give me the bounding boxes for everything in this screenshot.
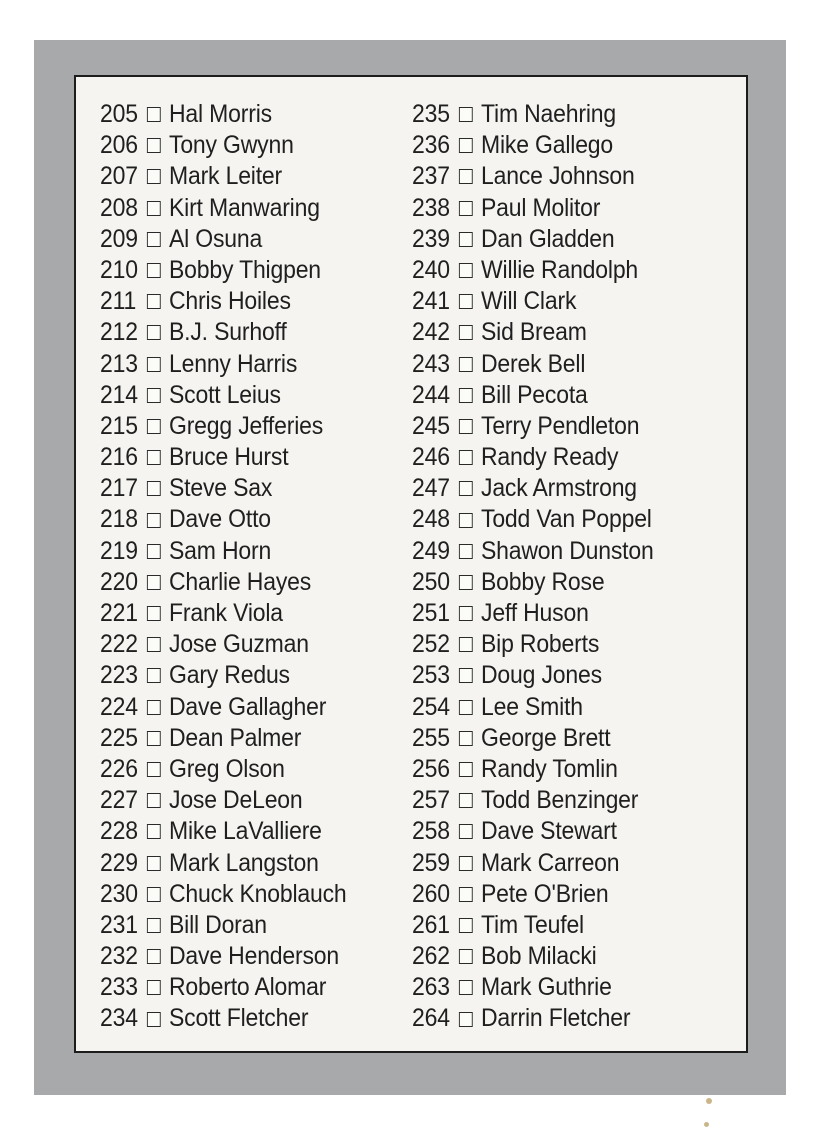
checklist-row	[412, 255, 654, 286]
checklist-row	[100, 629, 347, 660]
player-name: Darrin Fletcher	[481, 1004, 631, 1033]
card-number: 257	[412, 786, 450, 815]
player-name: Jeff Huson	[481, 599, 589, 627]
checklist-row	[412, 816, 654, 847]
checklist-row	[100, 598, 347, 629]
checklist-row	[100, 286, 347, 317]
player-name: Chris Hoiles	[169, 287, 291, 316]
checklist-row	[412, 598, 654, 629]
card-number: 242	[412, 318, 450, 347]
checkbox[interactable]	[147, 201, 161, 216]
card-number: 259	[412, 848, 450, 877]
card-number: 224	[100, 692, 138, 721]
checklist-row	[412, 286, 654, 317]
player-name: Bobby Thigpen	[169, 255, 321, 284]
checklist-row	[100, 473, 347, 504]
card-number: 214	[100, 380, 138, 409]
card-number: 241	[412, 287, 450, 316]
checklist-row	[100, 99, 347, 130]
checkbox[interactable]	[459, 107, 473, 122]
card-number: 222	[100, 630, 138, 659]
checkbox[interactable]	[147, 388, 161, 403]
checkbox[interactable]	[459, 450, 473, 465]
checkbox[interactable]	[147, 606, 161, 621]
card-number: 228	[100, 817, 138, 846]
checkbox[interactable]	[459, 575, 473, 590]
checklist-row	[100, 504, 347, 535]
card-number: 210	[100, 255, 138, 284]
checkbox[interactable]	[147, 1012, 161, 1027]
checklist-row	[100, 161, 347, 192]
checklist-row	[412, 660, 654, 691]
player-name: Dave Henderson	[169, 942, 340, 971]
checkbox[interactable]	[459, 949, 473, 964]
card-number: 229	[100, 848, 138, 877]
player-name: Todd Van Poppel	[481, 505, 652, 534]
player-name: Gregg Jefferies	[169, 411, 324, 440]
checklist-row	[100, 224, 347, 255]
checkbox[interactable]	[147, 668, 161, 683]
checklist-row	[100, 1003, 347, 1034]
card-number: 206	[100, 131, 138, 160]
card-number: 216	[100, 443, 138, 472]
checkbox[interactable]	[147, 263, 161, 278]
checkbox[interactable]	[147, 637, 161, 652]
card-number: 205	[100, 100, 138, 128]
checkbox[interactable]	[147, 294, 161, 309]
card-number: 226	[100, 754, 138, 783]
checkbox[interactable]	[147, 169, 161, 184]
checklist-row	[412, 161, 654, 192]
card-number: 213	[100, 349, 138, 378]
checklist-row	[100, 536, 347, 567]
checkbox[interactable]	[147, 949, 161, 964]
player-name: Bill Pecota	[481, 380, 588, 409]
card-number: 264	[412, 1004, 450, 1033]
card-number: 249	[412, 536, 450, 565]
checkbox[interactable]	[147, 419, 161, 434]
card-number: 218	[100, 505, 138, 534]
card-number: 217	[100, 474, 138, 503]
checklist-row	[412, 473, 654, 504]
checklist-row	[412, 785, 654, 816]
player-name: Dave Gallagher	[169, 692, 327, 721]
player-name: Randy Tomlin	[481, 754, 618, 783]
checklist-row	[100, 910, 347, 941]
checklist-row	[412, 193, 654, 224]
card-number: 211	[100, 287, 137, 316]
checkbox[interactable]	[147, 762, 161, 777]
player-name: Jose DeLeon	[169, 786, 303, 815]
card-number: 243	[412, 349, 450, 378]
card-number: 232	[100, 942, 138, 971]
checkbox[interactable]	[459, 824, 473, 839]
checkbox[interactable]	[147, 731, 161, 746]
card-number: 220	[100, 567, 138, 596]
checkbox[interactable]	[147, 918, 161, 933]
checklist-row	[100, 193, 347, 224]
checkbox[interactable]	[147, 544, 161, 559]
checkbox[interactable]	[147, 481, 161, 496]
checklist-row	[100, 972, 347, 1003]
card-number: 215	[100, 411, 138, 440]
checklist-row	[412, 442, 654, 473]
card-number: 260	[412, 879, 450, 908]
player-name: Kirt Manwaring	[169, 193, 320, 222]
checkbox[interactable]	[147, 138, 161, 153]
card-number: 261	[412, 910, 450, 939]
card-number: 225	[100, 723, 138, 752]
checklist-row	[100, 255, 347, 286]
player-name: Sid Bream	[481, 318, 587, 347]
checklist-row	[100, 754, 347, 785]
checkbox[interactable]	[459, 357, 473, 372]
player-name: Mark Leiter	[169, 162, 283, 191]
checkbox[interactable]	[459, 700, 473, 715]
player-name: Dean Palmer	[169, 723, 302, 752]
checklist-row	[412, 941, 654, 972]
card-number: 252	[412, 630, 450, 659]
player-name: Bruce Hurst	[169, 443, 289, 472]
card-number: 246	[412, 443, 450, 472]
checklist-row	[412, 567, 654, 598]
player-name: Tim Teufel	[481, 910, 584, 939]
player-name: Pete O'Brien	[481, 879, 609, 908]
player-name: Dan Gladden	[481, 224, 615, 253]
checkbox[interactable]	[147, 887, 161, 902]
player-name: Bill Doran	[169, 910, 267, 939]
player-name: Dave Stewart	[481, 817, 617, 846]
checkbox[interactable]	[147, 232, 161, 247]
card-number: 253	[412, 661, 450, 690]
player-name: Mike LaValliere	[169, 817, 322, 846]
card-number: 240	[412, 255, 450, 284]
player-name: Lee Smith	[481, 692, 583, 721]
checkbox[interactable]	[459, 513, 473, 528]
checklist-row	[412, 1003, 654, 1034]
player-name: Tony Gwynn	[169, 131, 294, 160]
checklist-card	[34, 40, 786, 1095]
card-number: 263	[412, 973, 450, 1002]
checklist-panel	[74, 75, 748, 1053]
checklist-row	[100, 816, 347, 847]
checklist-row	[412, 504, 654, 535]
checkbox[interactable]	[459, 606, 473, 621]
card-number: 231	[100, 910, 138, 939]
checkbox[interactable]	[147, 450, 161, 465]
player-name: Shawon Dunston	[481, 536, 654, 565]
player-name: Greg Olson	[169, 754, 285, 783]
checkbox[interactable]	[147, 793, 161, 808]
card-number: 208	[100, 193, 138, 222]
checklist-row	[100, 723, 347, 754]
checkbox[interactable]	[459, 138, 473, 153]
player-name: Bip Roberts	[481, 630, 600, 659]
checkbox[interactable]	[459, 481, 473, 496]
checkbox[interactable]	[147, 325, 161, 340]
player-name: Dave Otto	[169, 505, 271, 534]
checklist-row	[412, 692, 654, 723]
checkbox[interactable]	[147, 575, 161, 590]
player-name: Sam Horn	[169, 536, 272, 565]
player-name: Mark Carreon	[481, 848, 620, 877]
card-number: 209	[100, 224, 138, 253]
checkbox[interactable]	[459, 637, 473, 652]
card-number: 234	[100, 1004, 138, 1033]
player-name: Charlie Hayes	[169, 567, 312, 596]
player-name: Will Clark	[481, 287, 577, 316]
checklist-left-column	[100, 99, 368, 1035]
card-number: 227	[100, 786, 138, 815]
checkbox[interactable]	[459, 980, 473, 995]
checklist-row	[100, 411, 347, 442]
player-name: Mike Gallego	[481, 131, 614, 160]
card-number: 237	[412, 162, 450, 191]
player-name: Willie Randolph	[481, 255, 639, 284]
player-name: Chuck Knoblauch	[169, 879, 347, 908]
checklist-row	[412, 317, 654, 348]
checklist-row	[100, 941, 347, 972]
checkbox[interactable]	[147, 513, 161, 528]
checklist-row	[412, 972, 654, 1003]
checklist-row	[412, 848, 654, 879]
player-name: Randy Ready	[481, 443, 619, 472]
checklist-row	[100, 130, 347, 161]
player-name: Todd Benzinger	[481, 786, 639, 815]
checklist-row	[412, 629, 654, 660]
checkbox[interactable]	[147, 107, 161, 122]
checkbox[interactable]	[459, 388, 473, 403]
checkbox[interactable]	[147, 824, 161, 839]
checklist-row	[412, 224, 654, 255]
player-name: Jose Guzman	[169, 630, 309, 659]
player-name: Tim Naehring	[481, 100, 616, 128]
card-number: 207	[100, 162, 138, 191]
card-number: 258	[412, 817, 450, 846]
checkbox[interactable]	[459, 856, 473, 871]
player-name: Scott Leius	[169, 380, 281, 409]
player-name: Scott Fletcher	[169, 1004, 309, 1033]
card-number: 239	[412, 224, 450, 253]
checkbox[interactable]	[459, 731, 473, 746]
checklist-row	[100, 848, 347, 879]
card-number: 230	[100, 879, 138, 908]
card-number: 235	[412, 100, 450, 128]
player-name: Lenny Harris	[169, 349, 298, 378]
checkbox[interactable]	[459, 232, 473, 247]
checklist-row	[412, 536, 654, 567]
player-name: Paul Molitor	[481, 193, 601, 222]
checkbox[interactable]	[459, 169, 473, 184]
checklist-row	[100, 317, 347, 348]
checkbox[interactable]	[459, 887, 473, 902]
player-name: George Brett	[481, 723, 611, 752]
card-number: 221	[100, 599, 138, 627]
player-name: Mark Guthrie	[481, 973, 612, 1002]
player-name: Bobby Rose	[481, 567, 605, 596]
checkbox[interactable]	[459, 762, 473, 777]
checklist-row	[100, 567, 347, 598]
card-number: 248	[412, 505, 450, 534]
player-name: Frank Viola	[169, 599, 283, 627]
checklist-row	[100, 692, 347, 723]
checklist-right-column	[412, 99, 675, 1035]
card-number: 236	[412, 131, 450, 160]
card-number: 212	[100, 318, 138, 347]
checkbox[interactable]	[459, 294, 473, 309]
player-name: B.J. Surhoff	[169, 318, 287, 347]
checklist-row	[412, 99, 654, 130]
checkbox[interactable]	[459, 263, 473, 278]
checklist-row	[412, 879, 654, 910]
player-name: Al Osuna	[169, 224, 263, 253]
player-name: Jack Armstrong	[481, 474, 637, 503]
checkbox[interactable]	[459, 419, 473, 434]
checkbox[interactable]	[459, 1012, 473, 1027]
card-number: 254	[412, 692, 450, 721]
checkbox[interactable]	[459, 668, 473, 683]
checkbox[interactable]	[147, 856, 161, 871]
checklist-row	[100, 349, 347, 380]
checkbox[interactable]	[459, 544, 473, 559]
checkbox[interactable]	[459, 201, 473, 216]
player-name: Hal Morris	[169, 100, 272, 128]
checkbox[interactable]	[147, 700, 161, 715]
checkbox[interactable]	[147, 357, 161, 372]
checklist-row	[100, 879, 347, 910]
card-number: 262	[412, 942, 450, 971]
card-number: 255	[412, 723, 450, 752]
player-name: Terry Pendleton	[481, 411, 640, 440]
card-number: 219	[100, 536, 138, 565]
checklist-row	[100, 442, 347, 473]
checklist-row	[412, 349, 654, 380]
player-name: Steve Sax	[169, 474, 273, 503]
checklist-row	[412, 130, 654, 161]
checkbox[interactable]	[459, 918, 473, 933]
card-number: 245	[412, 411, 450, 440]
player-name: Gary Redus	[169, 661, 290, 690]
card-number: 233	[100, 973, 138, 1002]
checklist-row	[100, 660, 347, 691]
player-name: Roberto Alomar	[169, 973, 327, 1002]
card-number: 223	[100, 661, 138, 690]
dust-speck	[706, 1098, 712, 1104]
checkbox[interactable]	[459, 325, 473, 340]
card-number: 250	[412, 567, 450, 596]
card-number: 247	[412, 474, 450, 503]
card-number: 251	[412, 599, 450, 627]
dust-speck	[704, 1122, 709, 1127]
checklist-row	[412, 411, 654, 442]
checklist-row	[412, 754, 654, 785]
card-number: 256	[412, 754, 450, 783]
checkbox[interactable]	[147, 980, 161, 995]
player-name: Doug Jones	[481, 661, 602, 690]
checklist-row	[412, 910, 654, 941]
player-name: Lance Johnson	[481, 162, 635, 191]
card-number: 244	[412, 380, 450, 409]
player-name: Bob Milacki	[481, 942, 597, 971]
card-number: 238	[412, 193, 450, 222]
checklist-row	[100, 380, 347, 411]
checkbox[interactable]	[459, 793, 473, 808]
checklist-row	[100, 785, 347, 816]
checklist-row	[412, 380, 654, 411]
player-name: Derek Bell	[481, 349, 586, 378]
player-name: Mark Langston	[169, 848, 319, 877]
checklist-row	[412, 723, 654, 754]
